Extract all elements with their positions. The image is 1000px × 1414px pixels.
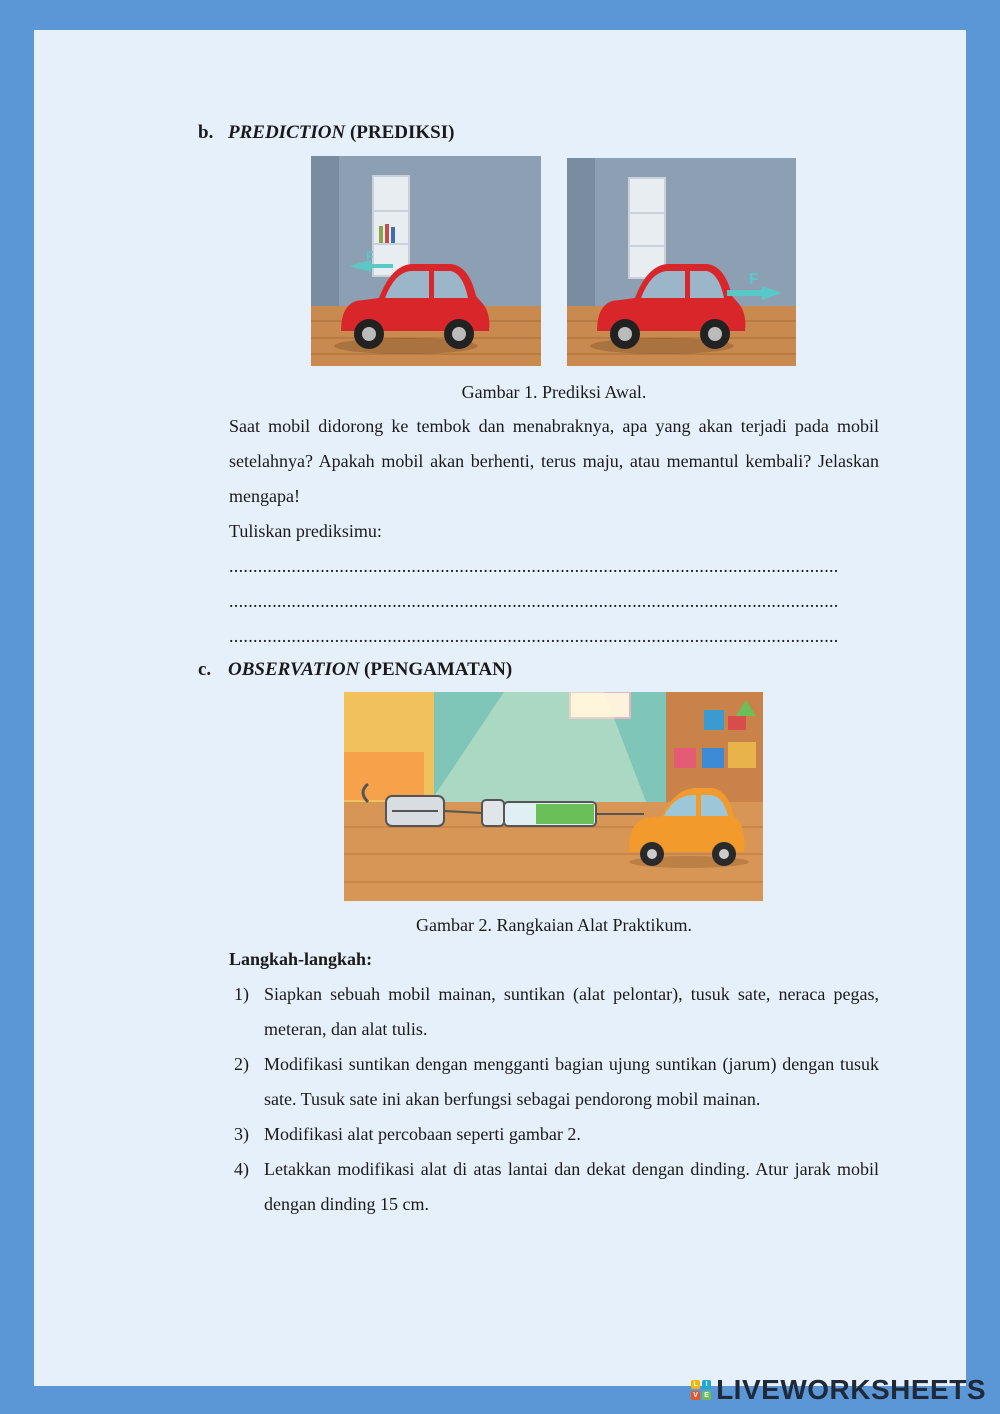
figure-1-car-pushed-toward-wall	[311, 156, 541, 366]
figure-1-caption: Gambar 1. Prediksi Awal.	[461, 382, 647, 402]
figure-2-caption: Gambar 2. Rangkaian Alat Praktikum.	[416, 915, 692, 935]
step-number: 4)	[234, 1159, 249, 1179]
step-number: 1)	[234, 984, 249, 1004]
steps-list	[229, 977, 879, 1222]
step-text: Modifikasi suntikan dengan mengganti bagian ujung suntikan (jarum) dengan tusuk sate. Tusuk sate ini akan berfungsi sebagai pendorong mobil mainan.	[264, 1054, 879, 1109]
list-item	[229, 1117, 879, 1152]
step-number: 3)	[234, 1124, 249, 1144]
list-item	[229, 977, 879, 1047]
step-text: Siapkan sebuah mobil mainan, suntikan (alat pelontar), tusuk sate, neraca pegas, meteran, dan alat tulis.	[264, 984, 879, 1039]
answer-line[interactable]: ...............................................................................................................................	[229, 556, 839, 576]
figure-2-experiment-setup	[344, 692, 763, 901]
step-number: 2)	[234, 1054, 249, 1074]
steps-heading: Langkah-langkah:	[229, 949, 373, 969]
prediction-answer-area[interactable]	[229, 549, 879, 654]
liveworksheets-logo[interactable]	[691, 1372, 986, 1408]
list-item	[229, 1047, 879, 1117]
prediction-question: Saat mobil didorong ke tembok dan menabraknya, apa yang akan terjadi pada mobil setelahnya? Apakah mobil akan berhenti, terus maju, atau memantul kembali? Jelaskan mengapa!	[229, 416, 879, 506]
answer-line[interactable]: ...............................................................................................................................	[229, 626, 839, 646]
section-c-heading: c. OBSERVATION (PENGAMATAN)	[198, 659, 513, 680]
step-text: Modifikasi alat percobaan seperti gambar 2.	[264, 1124, 581, 1144]
step-text: Letakkan modifikasi alat di atas lantai dan dekat dengan dinding. Atur jarak mobil dengan dinding 15 cm.	[264, 1159, 879, 1214]
list-item	[229, 1152, 879, 1222]
answer-line[interactable]: ...............................................................................................................................	[229, 591, 839, 611]
brand-name: LIVEWORKSHEETS	[716, 1374, 986, 1405]
force-label-left: F	[366, 249, 374, 263]
logo-mark-icon: L I V E	[691, 1380, 711, 1400]
prediction-prompt: Tuliskan prediksimu:	[229, 521, 382, 541]
figure-1-car-bouncing-back	[567, 158, 796, 366]
force-label-right: F	[749, 271, 759, 288]
section-b-heading: b. PREDICTION (PREDIKSI)	[198, 122, 455, 143]
